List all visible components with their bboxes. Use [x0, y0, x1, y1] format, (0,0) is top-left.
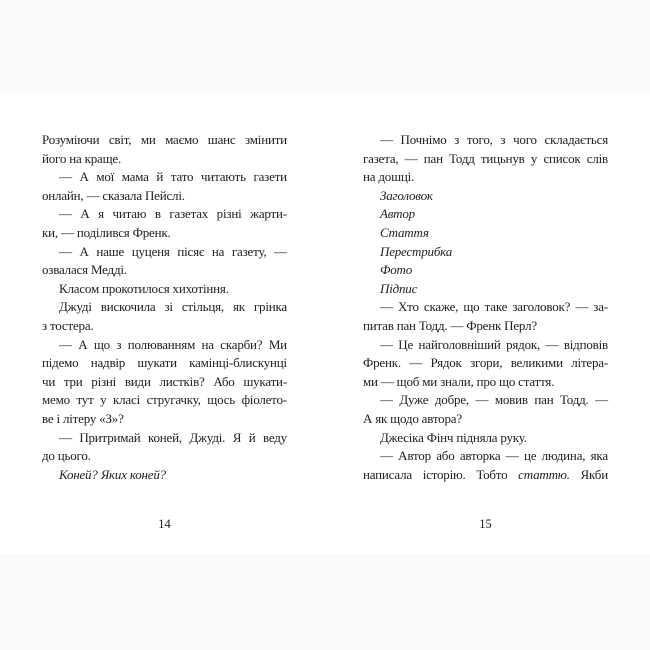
- line-text: А як щодо автора?: [363, 410, 462, 426]
- text-line: [363, 410, 608, 429]
- line-text: ве і літеру «З»?: [42, 410, 124, 426]
- page-left-text: [42, 131, 287, 484]
- text-line: [42, 391, 287, 410]
- line-text: озвалася Медді.: [42, 262, 127, 278]
- text-line: [42, 243, 287, 262]
- word: за-: [593, 299, 608, 315]
- word: різні: [91, 373, 117, 389]
- word: —: [59, 169, 72, 185]
- word: —: [59, 336, 72, 352]
- word: на: [211, 243, 225, 259]
- word: пісяє: [177, 243, 205, 259]
- text-line: [363, 466, 608, 485]
- word: читаю: [112, 206, 147, 222]
- line-text: з тостера.: [42, 317, 94, 333]
- word: —: [59, 206, 72, 222]
- text-line: [363, 131, 608, 150]
- word: тут: [76, 392, 94, 408]
- line-text: онлайн, — сказала Пейслі.: [42, 187, 185, 203]
- word: —: [380, 336, 393, 352]
- word: Дуже: [399, 392, 429, 408]
- text-line: [363, 298, 608, 317]
- word: фіолето-: [241, 392, 287, 408]
- text-line: [42, 187, 287, 206]
- word: —: [409, 355, 423, 371]
- word: змінити: [245, 132, 287, 147]
- word: Автор: [398, 448, 431, 464]
- word: види: [124, 373, 151, 389]
- word: Розуміючи: [42, 132, 100, 147]
- word: Тобто: [476, 466, 508, 482]
- word: тицьнув: [480, 150, 525, 166]
- line-text: на дошці.: [363, 169, 415, 185]
- text-line: [42, 205, 287, 224]
- word: вискочила: [100, 299, 156, 315]
- word: мовив: [494, 392, 528, 408]
- word: скаже,: [423, 299, 459, 315]
- word: у: [530, 150, 538, 166]
- word: шанс: [207, 132, 236, 147]
- word: пан: [423, 150, 443, 166]
- word: світ,: [108, 132, 132, 147]
- word: й: [156, 169, 164, 185]
- word: Джуді: [59, 299, 92, 315]
- word: згори,: [470, 355, 503, 371]
- text-line: [363, 243, 608, 262]
- line-text: до цього.: [42, 448, 91, 464]
- line-text: Автор: [380, 206, 415, 222]
- word: Почнімо: [400, 132, 447, 147]
- text-line: [42, 354, 287, 373]
- word: в: [154, 206, 161, 222]
- word: —: [59, 429, 72, 445]
- text-line: [42, 447, 287, 466]
- word: Френк.: [363, 355, 401, 371]
- line-text: ми — щоб ми знали, про що стаття.: [363, 373, 555, 389]
- word: Я: [232, 429, 242, 445]
- word: статтю.: [518, 466, 570, 482]
- word: —: [595, 392, 608, 408]
- word: найголовніший: [418, 336, 501, 352]
- line-text: його на краще.: [42, 150, 122, 166]
- line-text: питав пан Тодд. — Френк Перл?: [363, 317, 537, 333]
- line-text: Фото: [380, 262, 413, 278]
- word: підемо: [42, 355, 79, 371]
- text-line: [363, 354, 608, 373]
- word: наше: [96, 243, 125, 259]
- text-line: [42, 373, 287, 392]
- line-text: Класом прокотилося хихотіння.: [59, 280, 229, 296]
- text-line: [363, 205, 608, 224]
- word: скарби?: [220, 336, 263, 352]
- word: Ми: [268, 336, 287, 352]
- word: зі: [164, 299, 173, 315]
- text-line: [42, 298, 287, 317]
- word: —: [404, 150, 418, 166]
- word: маємо: [165, 132, 199, 147]
- line-text: Джесіка Фінч підняла руку.: [380, 429, 527, 445]
- word: у: [100, 392, 107, 408]
- word: А: [78, 336, 88, 352]
- word: щось: [207, 392, 235, 408]
- word: газети: [253, 169, 287, 185]
- word: камінці-блискунці: [189, 355, 287, 371]
- line-text: Перестрибка: [380, 243, 453, 259]
- text-line: [363, 261, 608, 280]
- word: чи: [42, 373, 56, 389]
- word: —: [505, 448, 519, 464]
- text-line: [42, 336, 287, 355]
- word: рядок,: [506, 336, 541, 352]
- word: грінка: [253, 299, 287, 315]
- word: Хто: [397, 299, 419, 315]
- word: відповів: [563, 336, 608, 352]
- text-line: [363, 317, 608, 336]
- word: стільця,: [181, 299, 224, 315]
- text-line: [42, 150, 287, 169]
- word: —: [274, 243, 287, 259]
- word: Тодд: [449, 150, 475, 166]
- word: А: [79, 243, 89, 259]
- text-line: [42, 410, 287, 429]
- page-number-left: 14: [158, 517, 171, 531]
- word: —: [380, 299, 393, 315]
- word: —: [380, 132, 393, 147]
- line-text: Коней? Яких коней?: [59, 466, 166, 482]
- word: Притримай: [79, 429, 141, 445]
- text-line: [42, 466, 287, 485]
- text-line: [363, 150, 608, 169]
- word: й: [248, 429, 256, 445]
- text-line: [42, 168, 287, 187]
- word: коней,: [148, 429, 182, 445]
- word: таке: [484, 299, 508, 315]
- word: добре,: [434, 392, 469, 408]
- text-line: [42, 131, 287, 150]
- text-line: [363, 447, 608, 466]
- word: ми: [140, 132, 156, 147]
- text-line: [42, 429, 287, 448]
- word: яка: [590, 448, 608, 464]
- text-line: [363, 373, 608, 392]
- word: мама: [121, 169, 149, 185]
- text-line: [363, 168, 608, 187]
- word: веду: [262, 429, 287, 445]
- word: з: [116, 336, 122, 352]
- word: з: [500, 132, 506, 147]
- word: Якби: [580, 466, 608, 482]
- word: надвір: [90, 355, 126, 371]
- word: складається: [544, 132, 608, 147]
- word: чого: [513, 132, 537, 147]
- text-line: [42, 317, 287, 336]
- word: що: [93, 336, 110, 352]
- word: стругачку,: [146, 392, 201, 408]
- word: три: [63, 373, 83, 389]
- word: —: [59, 243, 72, 259]
- word: Джуді.: [189, 429, 226, 445]
- text-line: [42, 280, 287, 299]
- word: я: [98, 206, 104, 222]
- word: що: [463, 299, 480, 315]
- word: або: [436, 448, 455, 464]
- word: того,: [466, 132, 493, 147]
- word: на: [201, 336, 214, 352]
- text-line: [363, 280, 608, 299]
- word: газетах: [169, 206, 209, 222]
- word: тато: [170, 169, 194, 185]
- word: шукати: [137, 355, 177, 371]
- line-text: Заголовок: [380, 187, 433, 203]
- word: мемо: [42, 392, 70, 408]
- word: авторка: [459, 448, 501, 464]
- word: мої: [96, 169, 115, 185]
- text-line: [42, 224, 287, 243]
- line-text: Підпис: [380, 280, 418, 296]
- word: великими: [510, 355, 563, 371]
- word: полюванням: [127, 336, 196, 352]
- line-text: ки, — поділився Френк.: [42, 224, 171, 240]
- word: список: [543, 150, 581, 166]
- word: Це: [398, 336, 414, 352]
- word: листків?: [159, 373, 205, 389]
- text-line: [363, 429, 608, 448]
- word: історію.: [422, 466, 466, 482]
- word: цуценя: [131, 243, 170, 259]
- text-line: [42, 261, 287, 280]
- text-line: [363, 336, 608, 355]
- word: класі: [113, 392, 140, 408]
- word: А: [80, 206, 90, 222]
- text-line: [363, 224, 608, 243]
- word: газета,: [363, 150, 399, 166]
- word: Або: [213, 373, 235, 389]
- page-number-right: 15: [479, 517, 492, 531]
- word: шукати-: [243, 373, 287, 389]
- word: жарти-: [250, 206, 287, 222]
- text-line: [363, 187, 608, 206]
- word: людина,: [541, 448, 586, 464]
- word: газету,: [231, 243, 267, 259]
- word: різні: [216, 206, 242, 222]
- text-line: [363, 391, 608, 410]
- word: заголовок?: [512, 299, 571, 315]
- word: слів: [586, 150, 608, 166]
- word: читають: [200, 169, 246, 185]
- line-text: Стаття: [380, 224, 429, 240]
- word: з: [454, 132, 460, 147]
- word: літера-: [571, 355, 608, 371]
- word: це: [523, 448, 537, 464]
- word: —: [575, 299, 589, 315]
- word: —: [380, 448, 393, 464]
- word: пан: [534, 392, 554, 408]
- word: Рядок: [430, 355, 462, 371]
- word: Тодд.: [560, 392, 589, 408]
- word: —: [380, 392, 393, 408]
- word: як: [232, 299, 245, 315]
- word: написала: [363, 466, 412, 482]
- word: —: [545, 336, 559, 352]
- word: А: [79, 169, 89, 185]
- word: —: [475, 392, 489, 408]
- page-right-text: [363, 131, 608, 484]
